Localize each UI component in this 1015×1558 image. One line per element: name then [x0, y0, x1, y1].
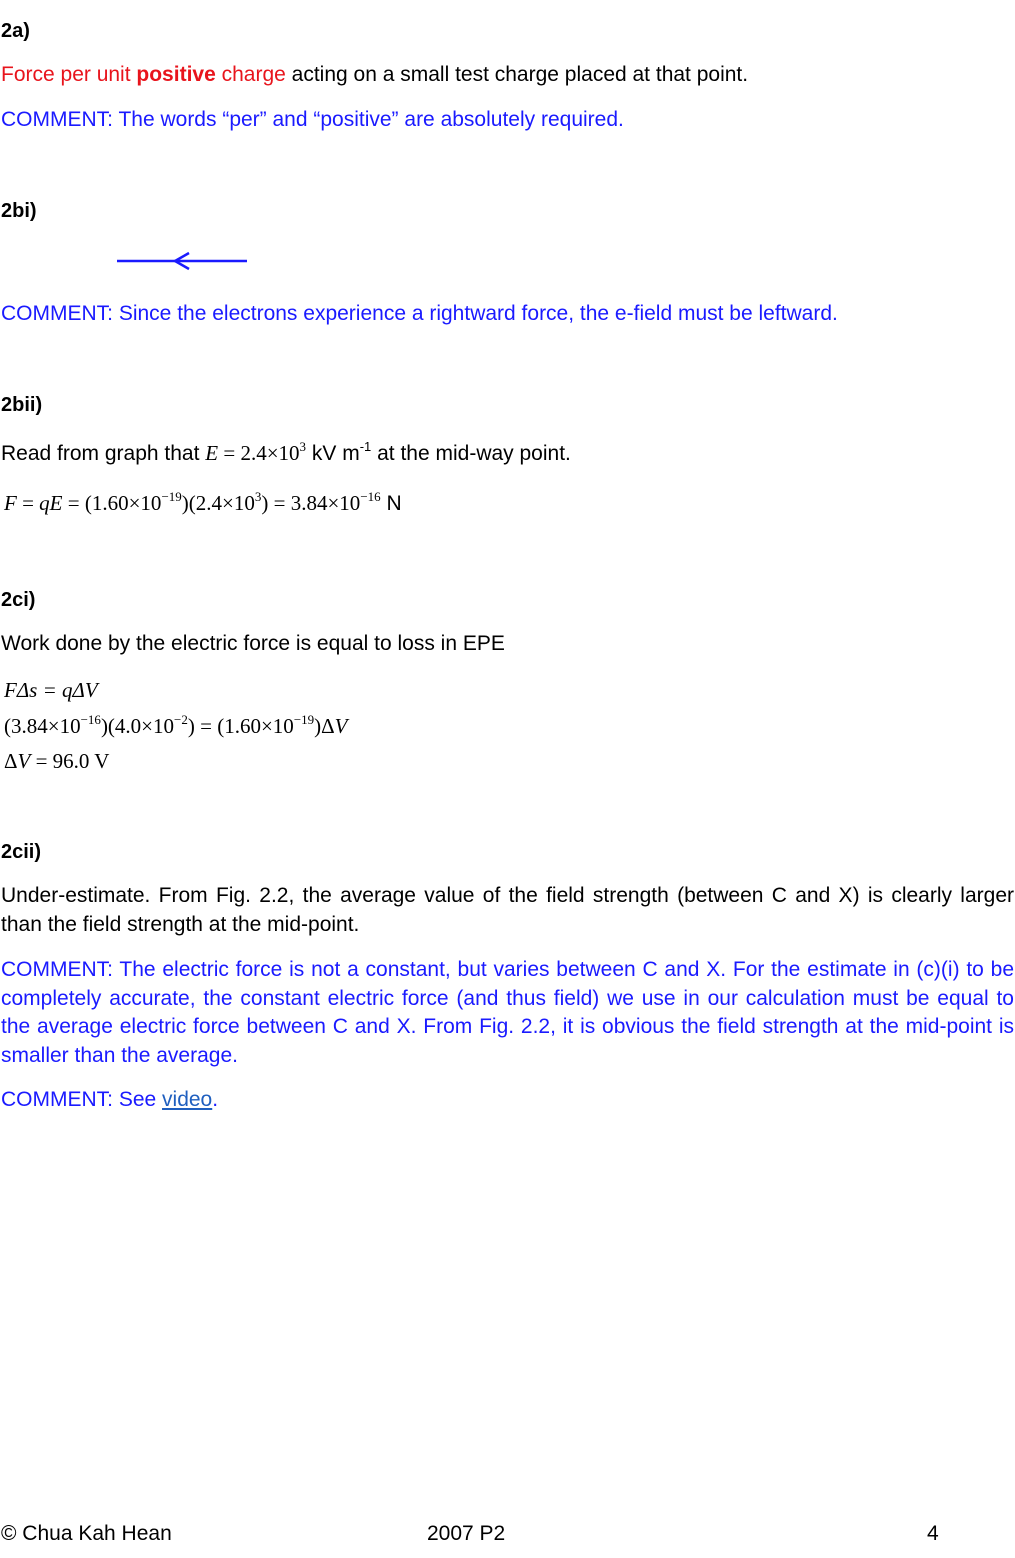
field-exponent: 3 [299, 439, 307, 454]
eq2-force: (3.84×10 [4, 714, 81, 738]
footer-paper: 2007 P2 [427, 1522, 506, 1545]
field-value: = 2.4×10 [218, 441, 300, 465]
eq2-delta: )Δ [314, 714, 335, 738]
answer-2a-red-1: Force per unit [1, 63, 137, 86]
field-factor: )(2.4×10 [181, 491, 255, 515]
video-link[interactable]: video [162, 1088, 213, 1111]
field-units: kV m [306, 442, 360, 465]
footer-author: © Chua Kah Hean [1, 1522, 172, 1545]
symbol-F: F [4, 491, 17, 515]
force-equation [4, 490, 1015, 517]
force-result: ) = 3.84×10 [261, 491, 361, 515]
units-exponent: -1 [359, 439, 372, 454]
charge-exponent: −19 [161, 489, 182, 504]
comment-2cii-2 [1, 1087, 1015, 1113]
force-unit: N [380, 492, 402, 515]
heading-2a: 2a) [1, 20, 30, 42]
answer-2a-rest: acting on a small test charge placed at that point. [285, 63, 749, 86]
answer-2cii: Under-estimate. From Fig. 2.2, the average value of the field strength (between C and X) is clearly larger than the field strength at the mid-point. [1, 884, 1014, 936]
heading-2cii: 2cii) [1, 841, 42, 863]
work-equation-3 [4, 748, 1015, 774]
heading-2bi: 2bi) [1, 200, 37, 222]
eq2-charge: ) = (1.60×10 [187, 714, 294, 738]
eq3-delta: Δ [4, 749, 18, 773]
eq2-force-exponent: −16 [80, 712, 101, 727]
comment-see-text: COMMENT: See [1, 1088, 163, 1111]
eq2-distance: )(4.0×10 [100, 714, 175, 738]
eq2-V: V [334, 714, 348, 738]
work-equation-1: FΔs = qΔV [4, 678, 98, 702]
work-equation-2 [4, 713, 1015, 739]
eq2-distance-exponent: −2 [174, 712, 188, 727]
force-exponent: −16 [360, 489, 381, 504]
eq3-result: = 96.0 V [30, 749, 110, 773]
graph-reading-text: Read from graph that [1, 442, 206, 465]
charge-value: = (1.60×10 [62, 491, 162, 515]
eq-sign: = [16, 491, 40, 515]
eq3-V: V [17, 749, 31, 773]
heading-2bii: 2bii) [1, 394, 43, 416]
graph-reading-suffix: at the mid-way point. [371, 442, 571, 465]
comment-period: . [212, 1088, 219, 1111]
field-factor-exponent: 3 [254, 489, 262, 504]
footer-page-number: 4 [927, 1522, 939, 1545]
heading-2ci: 2ci) [1, 589, 36, 611]
symbol-E: E [205, 441, 219, 465]
work-intro: Work done by the electric force is equal to loss in EPE [1, 632, 505, 655]
left-arrow-icon [112, 246, 252, 276]
graph-reading-line [1, 440, 1015, 467]
answer-2a-bold: positive [136, 63, 216, 86]
comment-2a: COMMENT: The words “per” and “positive” are absolutely required. [1, 108, 624, 131]
answer-2a-red-2: charge [215, 63, 286, 86]
symbol-qE: qE [39, 491, 63, 515]
answer-2a [1, 62, 1015, 88]
eq2-charge-exponent: −19 [293, 712, 315, 727]
comment-2bi: COMMENT: Since the electrons experience a rightward force, the e-field must be leftward. [1, 302, 838, 325]
comment-2cii-1: COMMENT: The electric force is not a constant, but varies between C and X. For the estimate in (c)(i) to be completely accurate, the constant electric force (and thus field) we use in our calculation must be equal to the average electric force between C and X. From Fig. 2.2, it is obvious the field strength at the mid-point is smaller than the average. [1, 958, 1014, 1067]
